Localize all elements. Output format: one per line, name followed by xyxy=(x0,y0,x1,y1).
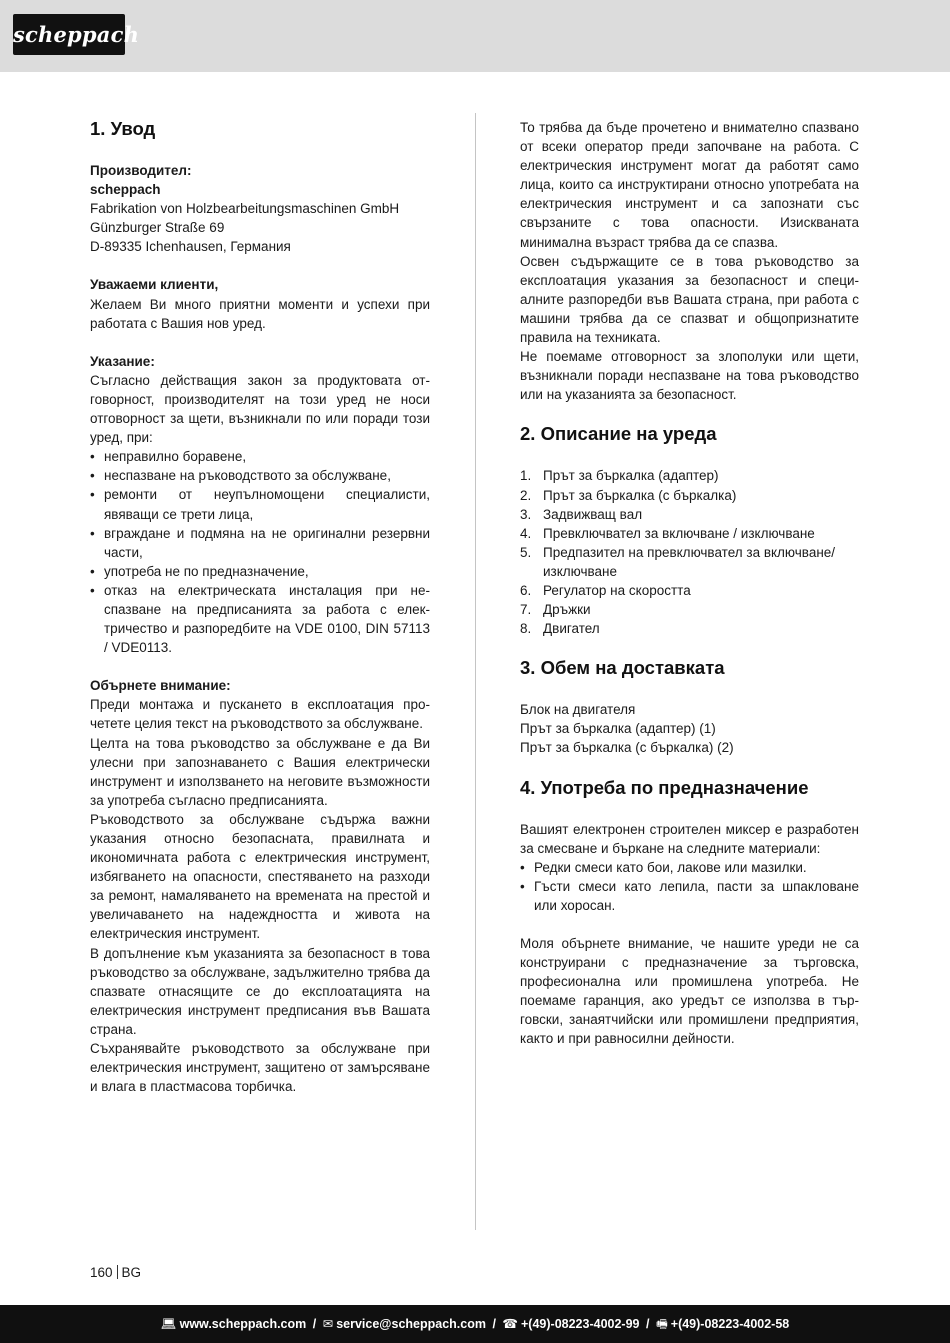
item-text: Прът за бъркалка (адаптер) xyxy=(543,468,719,484)
section-3-title: 3. Обем на доставката xyxy=(520,657,725,679)
footer-separator: / xyxy=(645,1317,650,1331)
section-2-title: 2. Описание на уреда xyxy=(520,423,717,445)
footer-phone: +(49)-08223-4002-99 xyxy=(521,1317,640,1331)
footer-separator: / xyxy=(312,1317,317,1331)
left-column xyxy=(90,118,430,1096)
attention-paragraph: В допълнение към указанията за безопасност в това ръководство за обслужване, задължително трябва да спазвате отнасящите се до експлоатацията на електрическия инструмент предписания във Вашата страна. xyxy=(90,945,430,1037)
mail-icon: ✉︎ xyxy=(322,1317,334,1331)
delivery-item: Прът за бъркалка (с бъркалка) (2) xyxy=(520,740,734,756)
item-text: Двигател xyxy=(543,621,600,637)
intro-paragraph: Не поемаме отговорност за злополуки или щети, възникнали поради неспазване на това ръководство или на указанията за безопасност. xyxy=(520,349,859,403)
address-line: Fabrikation von Holzbearbeitungsmaschinen GmbH xyxy=(90,201,400,217)
page-number xyxy=(90,1264,141,1282)
intro-paragraph: То трябва да бъде прочетено и внимателно спазвано от всеки оператор преди започване на работа. С електрическия инструмент могат да работят само лица, които са инструктирани относно употребата на електрическия инструмент и са запознати със свързаните с това опасности. Изискваната минимална възраст трябва да се спазва. xyxy=(520,120,859,250)
list-item: • отказ на електрическата инсталация при неспазване на предписанията за работа с електричество и разпоредбите на VDE 0100, DIN 57113 / VDE0113. xyxy=(90,581,430,657)
phone-icon: ☎︎ xyxy=(502,1317,518,1331)
item-number: 7. xyxy=(520,602,532,618)
list-item: • Гъсти смеси като лепила, пасти за шпакловане или хоросан. xyxy=(520,877,859,915)
footer-email[interactable]: service@scheppach.com xyxy=(336,1317,486,1331)
fax-icon: 🖷︎ xyxy=(655,1317,668,1331)
item-number: 5. xyxy=(520,544,532,560)
dear-customers-label: Уважаеми клиенти, xyxy=(90,277,219,293)
address-line: D-89335 Ichenhausen, Германия xyxy=(90,239,291,255)
page-language: BG xyxy=(121,1265,142,1280)
attention-paragraph: Целта на това ръководство за обслужване е да Ви улесни при запознаването с Вашия електрически инструмент и използването на неговите възможности за употреба съгласно предписанията. xyxy=(90,735,430,808)
column-divider xyxy=(475,113,476,1230)
liability-list xyxy=(90,447,430,657)
footer-separator: / xyxy=(492,1317,496,1331)
list-item: • неспазване на ръководството за обслужване, xyxy=(90,466,430,485)
address-line: Günzburger Straße 69 xyxy=(90,220,225,236)
page-number-value: 160 xyxy=(90,1265,113,1280)
delivery-item: Прът за бъркалка (адаптер) (1) xyxy=(520,721,716,737)
page-number-separator xyxy=(117,1265,118,1279)
item-text: Дръжки xyxy=(543,602,591,618)
list-item: • неправилно боравене, xyxy=(90,447,430,466)
item-number: 6. xyxy=(520,582,532,598)
note-label: Указание: xyxy=(90,353,155,369)
item-number: 2. xyxy=(520,487,532,503)
item-number: 8. xyxy=(520,621,532,637)
list-item: • употреба не по предназначение, xyxy=(90,562,430,581)
manufacturer-name: scheppach xyxy=(90,182,161,198)
note-text: Съгласно действащия закон за продуктовата отговорност, производителят на този уред не носи отговорност за щети, възникнали по или поради този уред, при: xyxy=(90,372,430,446)
intended-use-text: Вашият електронен строителен миксер е разработен за смесване и бъркане на следните материали: xyxy=(520,821,859,856)
list-item xyxy=(520,581,859,600)
intro-paragraph: Освен съдържащите се в това ръководство за експлоатация указания за безопасност и специалните разпоредби във Вашата страна, при работа с машини трябва да се спазват и общопризнатите правила на техниката. xyxy=(520,253,859,346)
page-footer xyxy=(0,1305,950,1343)
attention-paragraph: Съхранявайте ръководството за обслужване при електрическия инструмент, защитено от замърсяване и влага в пластмасова торбичка. xyxy=(90,1041,430,1095)
laptop-icon: 💻︎ xyxy=(160,1317,177,1331)
item-text: Прът за бъркалка (с бъркалка) xyxy=(543,487,737,503)
list-item xyxy=(520,505,859,524)
item-text: Превключвател за включване / изключване xyxy=(543,525,815,541)
closing-text: Моля обърнете внимание, че нашите уреди не са конструирани с предназначение за търговска, професионална или промишлена употреба. Не поемаме гаранция, ако уредът се използва в търговски, занаятчийски или промишлени предприятия, както и при равносилни дейности. xyxy=(520,936,859,1047)
list-item: • вграждане и подмяна на не оригинални резервни части, xyxy=(90,524,430,562)
list-item xyxy=(520,543,859,581)
item-number: 3. xyxy=(520,506,532,522)
delivery-item: Блок на двигателя xyxy=(520,702,636,718)
list-item xyxy=(520,524,859,543)
item-number: 4. xyxy=(520,525,532,541)
scheppach-logo: scheppach xyxy=(13,14,125,55)
list-item: • Редки смеси като бои, лакове или мазилки. xyxy=(520,858,859,877)
manufacturer-label: Производител: xyxy=(90,163,192,178)
attention-label: Обърнете внимание: xyxy=(90,678,231,694)
right-column xyxy=(520,118,859,1049)
footer-fax: +(49)-08223-4002-58 xyxy=(670,1317,790,1331)
item-text: Задвижващ вал xyxy=(543,506,643,522)
item-number: 1. xyxy=(520,468,532,484)
list-item xyxy=(520,486,859,505)
list-item: • ремонти от неупълномощени специалисти, явяващи се трети лица, xyxy=(90,485,430,523)
materials-list xyxy=(520,858,859,915)
attention-paragraph: Ръководството за обслужване съдържа важни указания относно безопасната, правилната и икономичната работа с електрическия инструмент, избягването на опасности, спестяването на разходи за ремонт, намаляването на времената на престой и увеличаването на надеждността и живота на електрическия инструмент. xyxy=(90,811,430,942)
section-4-title: 4. Употреба по предназначение xyxy=(520,776,809,798)
item-text: Предпазител на превключвател за включване/изключване xyxy=(543,544,836,579)
list-item xyxy=(520,619,859,638)
device-parts-list xyxy=(520,466,859,638)
dear-customers-text: Желаем Ви много приятни моменти и успехи при работата с Вашия нов уред. xyxy=(90,296,430,331)
item-text: Регулатор на скоростта xyxy=(543,582,691,598)
page-header xyxy=(0,0,950,72)
footer-website[interactable]: www.scheppach.com xyxy=(179,1317,307,1331)
list-item xyxy=(520,466,859,485)
section-1-title: 1. Увод xyxy=(90,118,156,139)
attention-paragraph: Преди монтажа и пускането в експлоатация прочетете целия текст на ръководството за обслужване. xyxy=(90,697,430,732)
list-item xyxy=(520,600,859,619)
